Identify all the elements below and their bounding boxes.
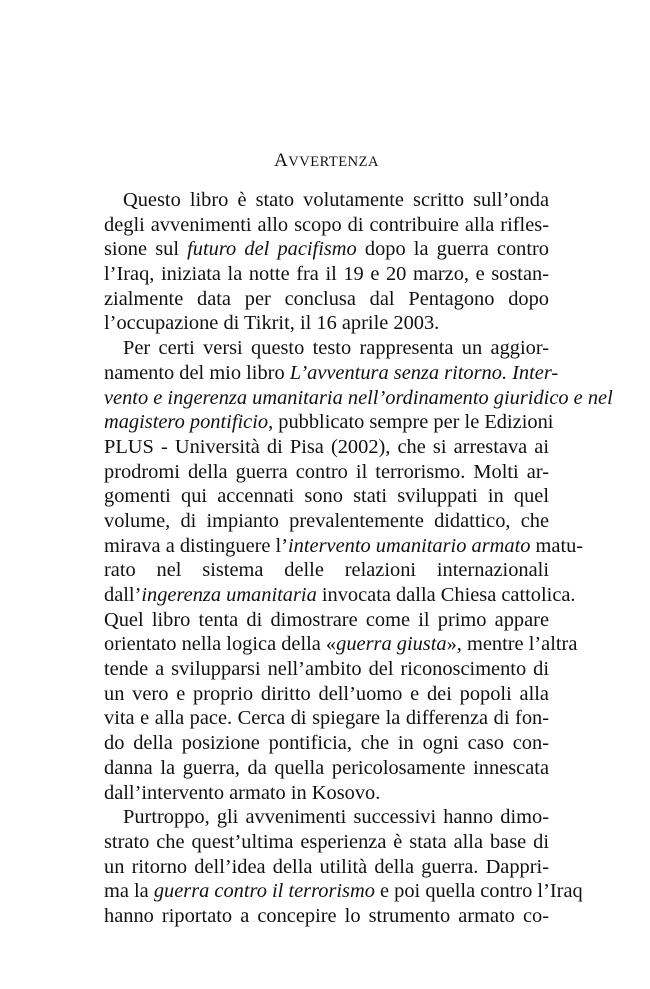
text-line: [104, 805, 549, 830]
italic-text: vento e ingerenza umanitaria nell’ordinamento giuridico e nel: [104, 386, 613, 409]
text-run: rato nel sistema delle relazioni internazionali: [104, 559, 549, 582]
page-title: [104, 150, 549, 172]
text-run: dall’: [104, 584, 142, 606]
italic-text: futuro del pacifismo: [187, 238, 357, 261]
paragraph: [104, 188, 549, 336]
text-line: [104, 830, 549, 855]
text-line: [104, 879, 583, 904]
text-run: vita e alla pace. Cerca di spiegare la differenza di fon-: [104, 707, 549, 730]
italic-text: magistero pontificio: [104, 411, 269, 434]
text-run: sione sul: [104, 238, 188, 261]
italic-text: intervento umanitario armato: [288, 534, 531, 557]
text-line: [104, 632, 578, 657]
text-line: [104, 904, 549, 929]
text-line: [104, 188, 549, 213]
text-line: [104, 484, 549, 509]
text-run: danna la guerra, da quella pericolosamente innescata: [104, 756, 549, 779]
text-run: », mentre l’altra: [446, 633, 578, 656]
text-run: ma la: [104, 880, 154, 903]
text-run: un ritorno dell’idea della utilità della guerra. Dappri-: [104, 855, 549, 878]
text-line: [104, 706, 549, 731]
text-line: [104, 213, 549, 238]
text-run: hanno riportato a concepire lo strumento armato co-: [104, 904, 549, 927]
text-run: Purtroppo, gli avvenimenti successivi hanno dimo-: [123, 806, 549, 829]
text-run: namento del mio libro: [104, 361, 290, 384]
text-line: [104, 460, 549, 485]
text-line: [104, 237, 549, 262]
text-line: [104, 410, 554, 435]
text-run: e poi quella contro l’Iraq: [374, 880, 583, 903]
text-run: strato che quest’ultima esperienza è stata alla base di: [104, 830, 549, 853]
body-text: [104, 188, 613, 929]
text-run: dall’intervento armato in Kosovo.: [104, 781, 381, 804]
text-line: [104, 583, 576, 608]
text-run: tende a svilupparsi nell’ambito del riconoscimento di: [104, 658, 549, 681]
italic-text: guerra contro il terrorismo: [153, 880, 375, 903]
text-line: [104, 608, 549, 633]
text-line: [104, 731, 549, 756]
text-run: , pubblicato sempre per le Edizioni: [268, 411, 554, 434]
text-line: [104, 435, 549, 460]
paragraph: [104, 805, 583, 928]
text-run: Quel libro tenta di dimostrare come il primo appare: [104, 608, 549, 631]
text-line: [104, 361, 559, 386]
title-initial: A: [274, 150, 289, 171]
text-run: Per certi versi questo testo rappresenta un aggior-: [123, 337, 549, 360]
text-run: l’occupazione di Tikrit, il 16 aprile 2003.: [104, 312, 440, 335]
text-run: matu-: [530, 534, 584, 557]
text-run: degli avvenimenti allo scopo di contribuire alla rifles-: [104, 213, 549, 236]
text-line: [104, 534, 584, 559]
text-run: prodromi della guerra contro il terrorismo. Molti ar-: [104, 460, 549, 483]
text-run: gomenti qui accennati sono stati sviluppati in quel: [104, 485, 549, 508]
text-line: [104, 386, 613, 411]
text-line: [104, 558, 549, 583]
text-run: invocata dalla Chiesa cattolica.: [316, 584, 576, 606]
text-line: [104, 855, 549, 880]
text-line: [104, 311, 549, 336]
text-line: [104, 287, 549, 312]
text-run: zialmente data per conclusa dal Pentagono dopo: [104, 287, 549, 310]
text-line: [104, 509, 549, 534]
text-line: [104, 756, 549, 781]
text-run: orientato nella logica della «: [104, 633, 337, 656]
text-line: [104, 682, 549, 707]
text-run: un vero e proprio diritto dell’uomo e dei popoli alla: [104, 682, 549, 705]
text-run: Questo libro è stato volutamente scritto sull’onda: [123, 189, 549, 211]
text-run: do della posizione pontificia, che in ogni caso con-: [104, 732, 549, 755]
text-line: [104, 336, 549, 361]
text-run: volume, di impianto prevalentemente didattico, che: [104, 509, 549, 532]
text-line: [104, 781, 549, 806]
text-run: mirava a distinguere l’: [104, 534, 289, 557]
text-run: l’Iraq, iniziata la notte fra il 19 e 20 marzo, e sostan-: [104, 263, 549, 286]
italic-text: L’avventura senza ritorno. Inter-: [289, 361, 559, 384]
text-line: [104, 262, 549, 287]
italic-text: ingerenza umanitaria: [141, 584, 317, 606]
text-line: [104, 657, 549, 682]
italic-text: guerra giusta: [336, 633, 447, 656]
text-run: PLUS - Università di Pisa (2002), che si arrestava ai: [104, 435, 549, 458]
paragraph: [104, 336, 613, 805]
text-run: dopo la guerra contro: [356, 238, 549, 261]
title-small-caps: VVERTENZA: [288, 154, 379, 170]
document-page: [104, 150, 613, 929]
